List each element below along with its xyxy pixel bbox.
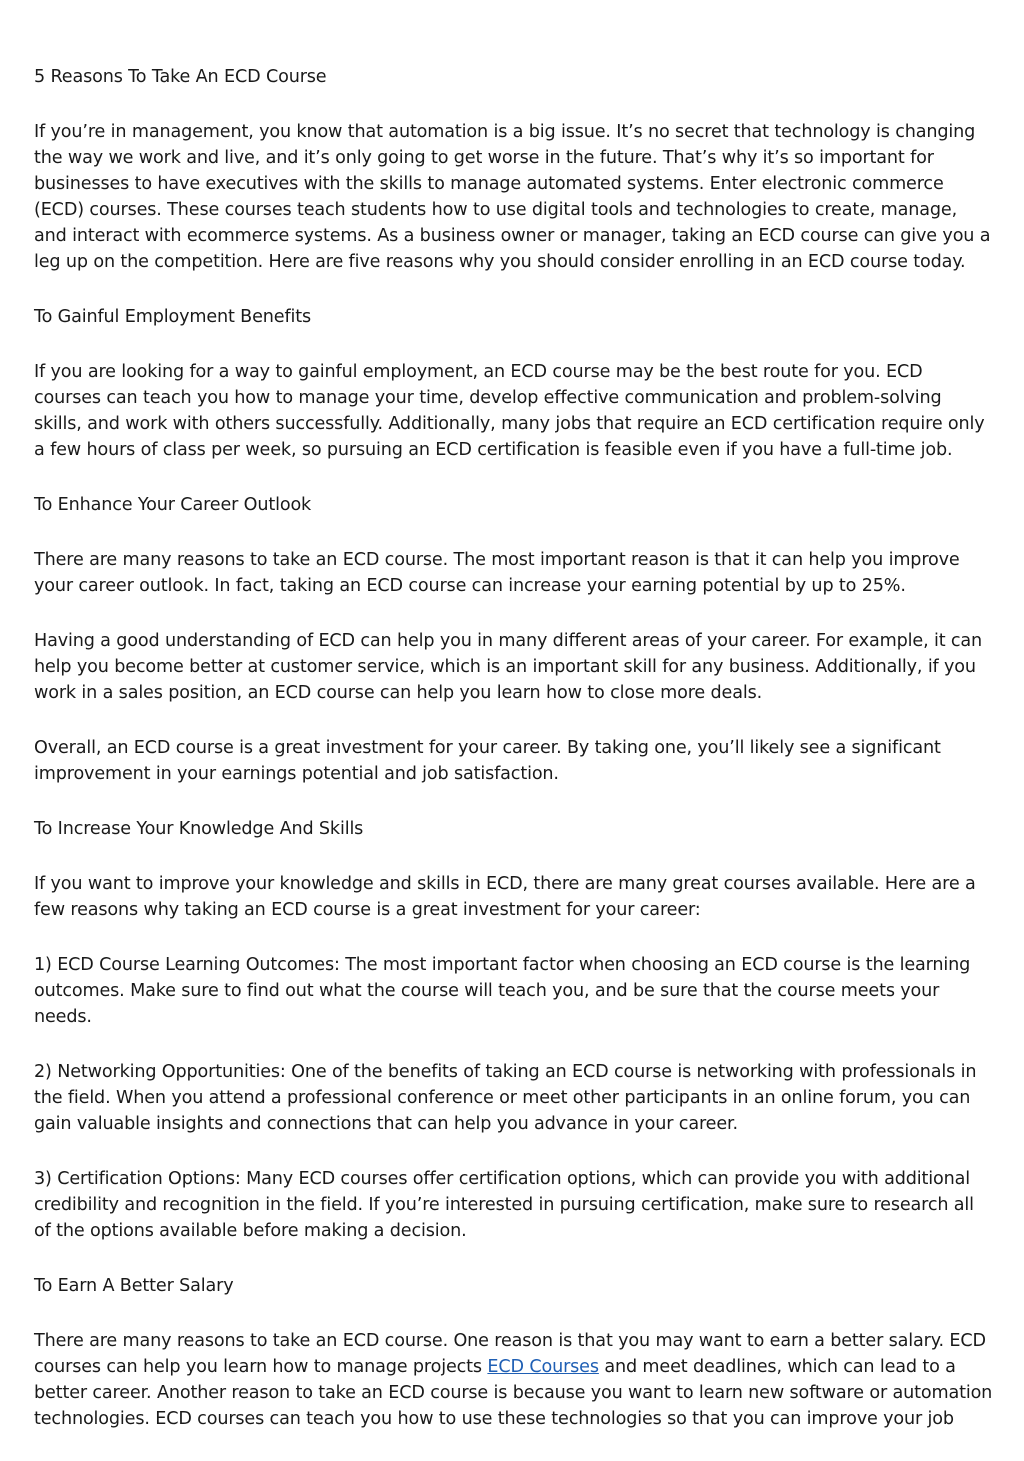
list-paragraph: 1) ECD Course Learning Outcomes: The most important factor when choosing an ECD course is the learning outcomes. Make sure to find out what the course will teach you, and be sure that the course meets your needs. (34, 955, 971, 1027)
paragraph: If you are looking for a way to gainful employment, an ECD course may be the best route for you. ECD courses can teach you how to manage your time, develop effective communication and problem-solving skills, and work with others successfully. Additionally, many jobs that require an ECD certification require only a few hours of class per week, so pursuing an ECD certification is feasible even if you have a full-time job. (34, 362, 985, 460)
paragraph-text: There are many reasons to take an ECD course. One reason is that you may want to earn a better salary. ECD courses can help you learn how to manage projects (34, 1331, 986, 1377)
paragraph: Overall, an ECD course is a great investment for your career. By taking one, you’ll likely see a significant improvement in your earnings potential and job satisfaction. (34, 738, 941, 784)
document-title: 5 Reasons To Take An ECD Course (34, 67, 327, 87)
section-heading: To Earn A Better Salary (34, 1276, 234, 1296)
list-paragraph: 3) Certification Options: Many ECD courses offer certification options, which can provide you with additional credibility and recognition in the field. If you’re interested in pursuing certification, make sure to research all of the options available before making a decision. (34, 1169, 974, 1241)
paragraph-with-link (34, 1328, 994, 1432)
paragraph: There are many reasons to take an ECD course. The most important reason is that it can help you improve your career outlook. In fact, taking an ECD course can increase your earning potential by up to 25%. (34, 550, 960, 596)
document-page (34, 64, 994, 1461)
paragraph-text: and meet deadlines, which can lead to a better career. Another reason to take an ECD course is because you want to learn new software or automation technologies. ECD courses can teach you how to use these technologies so that you can improve your job (34, 1357, 993, 1429)
section-heading: To Increase Your Knowledge And Skills (34, 819, 364, 839)
intro-paragraph: If you’re in management, you know that automation is a big issue. It’s no secret that technology is changing the way we work and live, and it’s only going to get worse in the future. That’s why it’s so important for businesses to have executives with the skills to manage automated systems. Enter electronic commerce (ECD) courses. These courses teach students how to use digital tools and technologies to create, manage, and interact with ecommerce systems. As a business owner or manager, taking an ECD course can give you a leg up on the competition. Here are five reasons why you should consider enrolling in an ECD course today. (34, 122, 991, 272)
ecd-courses-link[interactable]: ECD Courses (487, 1357, 599, 1377)
section-heading: To Enhance Your Career Outlook (34, 495, 312, 515)
paragraph: Having a good understanding of ECD can help you in many different areas of your career. For example, it can help you become better at customer service, which is an important skill for any business. Additionally, if you work in a sales position, an ECD course can help you learn how to close more deals. (34, 631, 983, 703)
section-heading: To Gainful Employment Benefits (34, 307, 311, 327)
list-paragraph: 2) Networking Opportunities: One of the benefits of taking an ECD course is networking with professionals in the field. When you attend a professional conference or meet other participants in an online forum, you can gain valuable insights and connections that can help you advance in your career. (34, 1062, 977, 1134)
paragraph: If you want to improve your knowledge and skills in ECD, there are many great courses available. Here are a few reasons why taking an ECD course is a great investment for your career: (34, 874, 976, 920)
